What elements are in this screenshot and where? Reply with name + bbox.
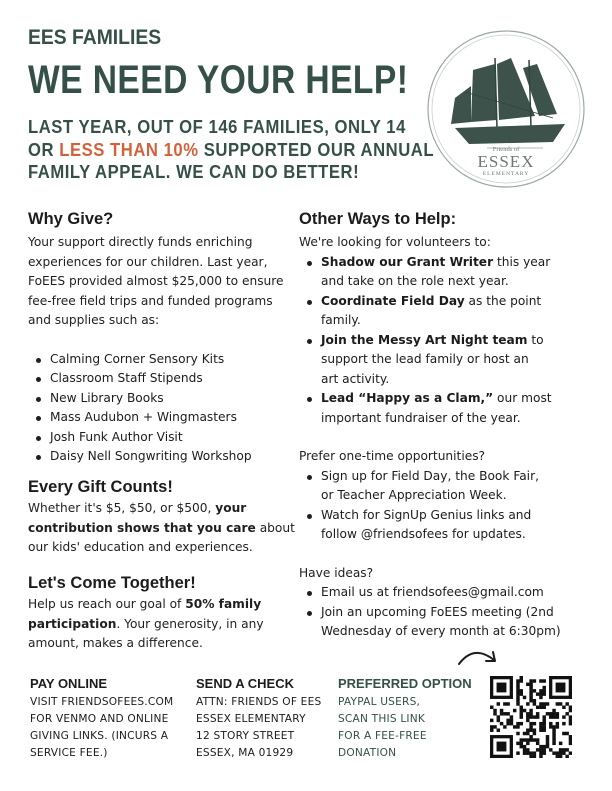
subheading-pre: OR	[28, 138, 55, 160]
come-together-bold: participation	[28, 616, 117, 631]
every-gift-text: Whether it's $5, $50, or $500,	[28, 501, 212, 515]
come-together-line-3: amount, makes a difference.	[28, 636, 203, 650]
every-gift-line-1	[28, 499, 290, 519]
send-check-text	[196, 694, 321, 762]
list-item: New Library Books	[50, 389, 290, 409]
why-give-body	[28, 233, 290, 331]
come-together-text: . Your generosity, in any	[116, 616, 264, 631]
other-ways-section	[299, 210, 589, 642]
qr-code-icon[interactable]	[490, 676, 572, 758]
come-together-text: Help us reach our goal of	[28, 597, 182, 611]
footer-line: SERVICE FEE.)	[30, 747, 108, 759]
list-item	[321, 583, 589, 603]
role-bold: Shadow our Grant Writer	[321, 254, 494, 269]
friends-of-essex-logo	[425, 28, 587, 190]
why-give-body-line: and supplies such as:	[28, 313, 160, 327]
every-gift-section	[28, 478, 295, 558]
onetime-text: or Teacher Appreciation Week.	[321, 488, 507, 502]
every-gift-bold: contribution shows that you care	[28, 520, 256, 535]
every-gift-line-2	[28, 519, 295, 539]
ideas-text: Wednesday of every month at 6:30pm)	[321, 624, 561, 638]
list-item: Mass Audubon + Wingmasters	[50, 408, 290, 428]
why-give-body-line: fee-free field trips and funded programs	[28, 293, 273, 308]
list-item	[321, 506, 589, 545]
ideas-intro: Have ideas?	[299, 565, 374, 580]
list-item: Calming Corner Sensory Kits	[50, 350, 290, 370]
list-item	[321, 292, 589, 331]
footer-line: PAYPAL USERS,	[338, 696, 421, 708]
come-together-line-2	[28, 615, 290, 635]
footer-line: ESSEX, MA 01929	[196, 747, 294, 759]
list-item: Josh Funk Author Visit	[50, 428, 290, 448]
every-gift-title: Every Gift Counts!	[28, 478, 173, 496]
subheading-post: SUPPORTED OUR ANNUAL	[203, 138, 435, 160]
come-together-section	[28, 574, 290, 654]
footer-line: VISIT FRIENDSOFEES.COM	[30, 696, 174, 708]
role-text: as the point	[464, 293, 542, 308]
curved-arrow-icon	[456, 642, 500, 670]
come-together-title: Let's Come Together!	[28, 574, 196, 592]
role-text: family.	[321, 313, 361, 327]
other-ways-title: Other Ways to Help:	[299, 210, 457, 228]
appeal-subheading	[28, 116, 435, 184]
why-give-body-line: FoEES provided almost $25,000 to ensure	[28, 274, 284, 288]
role-bold: Lead “Happy as a Clam,”	[321, 391, 494, 405]
onetime-text: Sign up for Field Day, the Book Fair,	[321, 468, 539, 483]
preferred-option-block	[338, 676, 472, 762]
funded-items-list	[28, 350, 290, 467]
list-item	[321, 467, 589, 506]
volunteer-roles-list	[299, 253, 589, 429]
footer-line: DONATION	[338, 747, 397, 759]
subheading-line-1: LAST YEAR, OUT OF 146 FAMILIES, ONLY 14	[28, 116, 406, 137]
send-check-block	[196, 676, 321, 762]
every-gift-text: about	[259, 520, 295, 535]
every-gift-bold: your	[215, 501, 247, 515]
onetime-list	[299, 467, 589, 545]
list-item	[321, 603, 589, 642]
role-bold: Join the Messy Art Night team	[321, 332, 528, 347]
ideas-list	[299, 583, 589, 642]
logo-bottom-text: ELEMENTARY	[482, 171, 530, 177]
subheading-line-3: FAMILY APPEAL. WE CAN DO BETTER!	[28, 161, 360, 182]
role-text: to	[527, 332, 544, 347]
page-headline: WE NEED YOUR HELP!	[28, 58, 409, 102]
kicker-title: EES FAMILIES	[28, 26, 162, 49]
ideas-text: Email us at friendsofees@gmail.com	[321, 585, 544, 599]
subheading-line-2	[28, 138, 435, 162]
list-item	[321, 389, 589, 428]
come-together-line-1	[28, 595, 290, 615]
role-text: art activity.	[321, 371, 390, 386]
every-gift-line-3: our kids' education and experiences.	[28, 540, 253, 554]
list-item: Daisy Nell Songwriting Workshop	[50, 447, 290, 467]
role-text: important fundraiser of the year.	[321, 410, 521, 425]
role-text: support the lead family or host an	[321, 352, 529, 366]
why-give-body-line: experiences for our children. Last year,	[28, 254, 268, 269]
subheading-highlight: LESS THAN 10%	[59, 138, 199, 160]
pay-online-title: PAY ONLINE	[30, 676, 108, 691]
ideas-text: Join an upcoming FoEES meeting (2nd	[321, 604, 554, 619]
list-item	[321, 253, 589, 292]
footer-line: FOR VENMO AND ONLINE	[30, 713, 169, 725]
footer-line: FOR A FEE-FREE	[338, 730, 427, 742]
footer-line: SCAN THIS LINK	[338, 713, 426, 725]
why-give-title: Why Give?	[28, 210, 114, 228]
role-text: this year	[493, 254, 551, 269]
every-gift-body	[28, 499, 295, 558]
role-text: our most	[493, 391, 552, 405]
pay-online-block	[30, 676, 173, 762]
come-together-body	[28, 595, 290, 654]
onetime-text: Watch for SignUp Genius links and	[321, 507, 532, 522]
preferred-option-text	[338, 694, 472, 762]
role-bold: Coordinate Field Day	[321, 293, 465, 308]
role-text: and take on the role next year.	[321, 274, 509, 288]
send-check-title: SEND A CHECK	[196, 676, 294, 691]
footer-line: ATTN: FRIENDS OF EES	[196, 696, 322, 708]
list-item	[321, 331, 589, 390]
other-ways-intro: We're looking for volunteers to:	[299, 235, 491, 249]
pay-online-text	[30, 694, 173, 762]
why-give-body-line: Your support directly funds enriching	[28, 235, 253, 249]
onetime-text: follow @friendsofees for updates.	[321, 527, 526, 541]
footer-line: 12 STORY STREET	[196, 730, 295, 742]
why-give-section	[28, 210, 290, 467]
logo-small-text: Friends of	[492, 146, 520, 153]
onetime-intro: Prefer one-time opportunities?	[299, 449, 486, 463]
preferred-option-title: PREFERRED OPTION	[338, 676, 472, 691]
footer-line: GIVING LINKS. (INCURS A	[30, 730, 169, 742]
logo-big-text: ESSEX	[477, 152, 535, 171]
list-item: Classroom Staff Stipends	[50, 369, 290, 389]
footer-line: ESSEX ELEMENTARY	[196, 713, 306, 725]
come-together-bold: 50% family	[185, 597, 262, 611]
